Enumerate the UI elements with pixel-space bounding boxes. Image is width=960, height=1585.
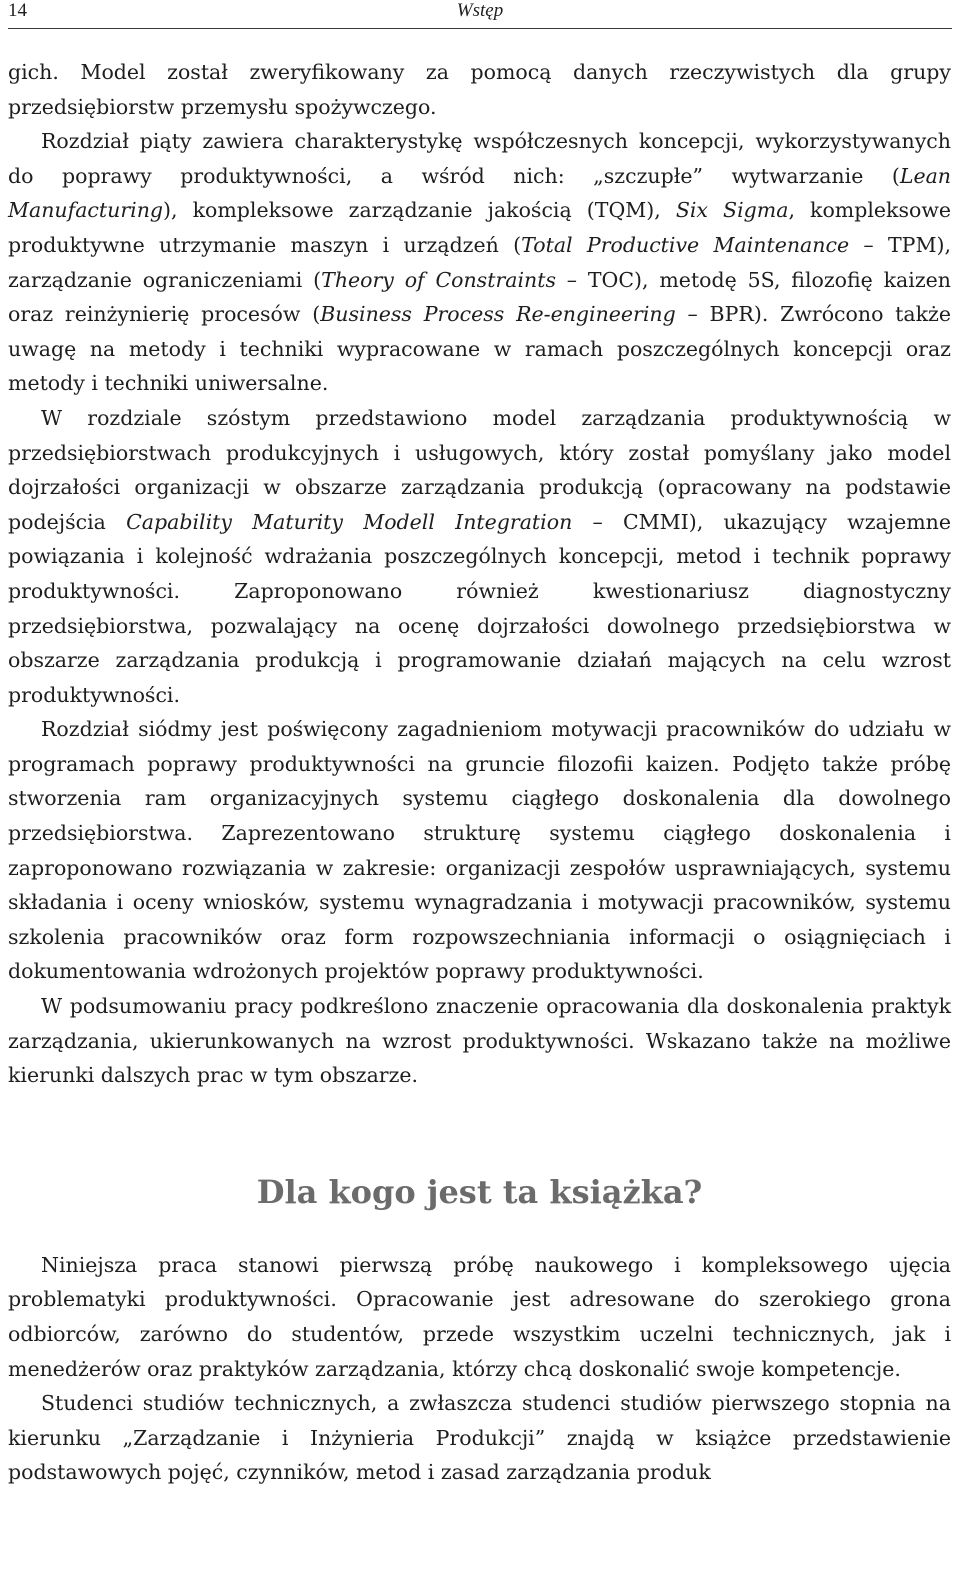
text-run: W rozdziale szóstym przedstawiono model zarządzania produktywnością w przedsiębiorstwach produkcyjnych i usługowych, który został pomyślany jako model dojrzałości organizacji w obszarze zarządzania produkcją (opracowany na podstawie podejścia	[8, 405, 951, 534]
italic-term: Theory of Constraints	[321, 267, 556, 292]
text-run: ), kompleksowe zarządzanie jakością (TQM),	[163, 198, 676, 223]
paragraph-summary: W podsumowaniu pracy podkreślono znaczenie opracowania dla doskonalenia praktyk zarządzania, ukierunkowanych na wzrost produktywności. Wskazano także na możliwe kierunki dalszych prac w tym obszarze.	[8, 994, 951, 1088]
page-number: 14	[8, 0, 27, 21]
paragraph-chapter-seven: Rozdział siódmy jest poświęcony zagadnieniom motywacji pracowników do udziału w programach poprawy produktywności na gruncie filozofii kaizen. Podjęto także próbę stworzenia ram organizacyjnych systemu ciągłego doskonalenia dla dowolnego przedsiębiorstwa. Zaprezentowano strukturę systemu ciągłego doskonalenia i zaproponowano rozwiązania w zakresie: organizacji zespołów usprawniających, systemu składania i oceny wniosków, systemu wynagradzania i motywacji pracowników, systemu szkolenia pracowników oraz form rozpowszechniania informacji o osiągnięciach i dokumentowania wdrożonych projektów poprawy produktywności.	[8, 717, 951, 984]
body-text	[8, 55, 951, 1490]
section-heading: Dla kogo jest ta książka?	[256, 1172, 703, 1211]
text-run: – BPR). Zwrócono także uwagę na metody i techniki wypracowane w ramach poszczególnych koncepcji oraz metody i techniki uniwersalne.	[8, 302, 951, 396]
italic-term: Business Process Re-engineering	[320, 302, 676, 327]
italic-term: Six Sigma	[675, 198, 789, 223]
running-header	[8, 0, 952, 29]
italic-term: Capability Maturity Modell Integration	[126, 509, 573, 534]
paragraph-chapter-six	[8, 401, 951, 712]
running-title: Wstęp	[456, 0, 504, 21]
text-run: Rozdział piąty zawiera charakterystykę współczesnych koncepcji, wykorzystywanych do poprawy produktywności, a wśród nich: „szczupłe” wytwarzanie (	[8, 129, 951, 188]
text-run: – CMMI), ukazujący wzajemne powiązania i kolejność wdrażania poszczególnych koncepcji, metod i technik poprawy produktywności. Zaproponowano również kwestionariusz diagnostyczny przedsiębiorstwa, pozwalający na ocenę dojrzałości dowolnego przedsiębiorstwa w obszarze zarządzania produkcją i programowanie działań mających na celu wzrost produktywności.	[8, 509, 951, 707]
paragraph-continuation: gich. Model został zweryfikowany za pomocą danych rzeczywistych dla grupy przedsiębiorstw przemysłu spożywczego.	[8, 60, 951, 119]
text-run: – TPM), zarządzanie ograniczeniami (	[8, 232, 951, 292]
italic-term: Total Productive Maintenance	[521, 232, 850, 257]
paragraph-audience: Niniejsza praca stanowi pierwszą próbę naukowego i kompleksowego ujęcia problematyki produktywności. Opracowanie jest adresowane do szerokiego grona odbiorców, zarówno do studentów, przede wszystkim uczelni technicznych, jak i menedżerów oraz praktyków zarządzania, którzy chcą doskonalić swoje kompetencje.	[8, 1252, 951, 1381]
italic-term: Lean Manufacturing	[8, 163, 951, 223]
paragraph-students: Studenci studiów technicznych, a zwłaszcza studenci studiów pierwszego stopnia na kierunku „Zarządzanie i Inżynieria Produkcji” znajdą w książce przedstawienie podstawowych pojęć, czynników, metod i zasad zarządzania produk	[8, 1391, 951, 1485]
text-run: – TOC), metodę 5S, filozofię kaizen oraz reinżynierię procesów (	[8, 267, 951, 327]
text-run: , kompleksowe produktywne utrzymanie maszyn i urządzeń (	[8, 198, 951, 257]
paragraph-chapter-five	[8, 124, 951, 401]
